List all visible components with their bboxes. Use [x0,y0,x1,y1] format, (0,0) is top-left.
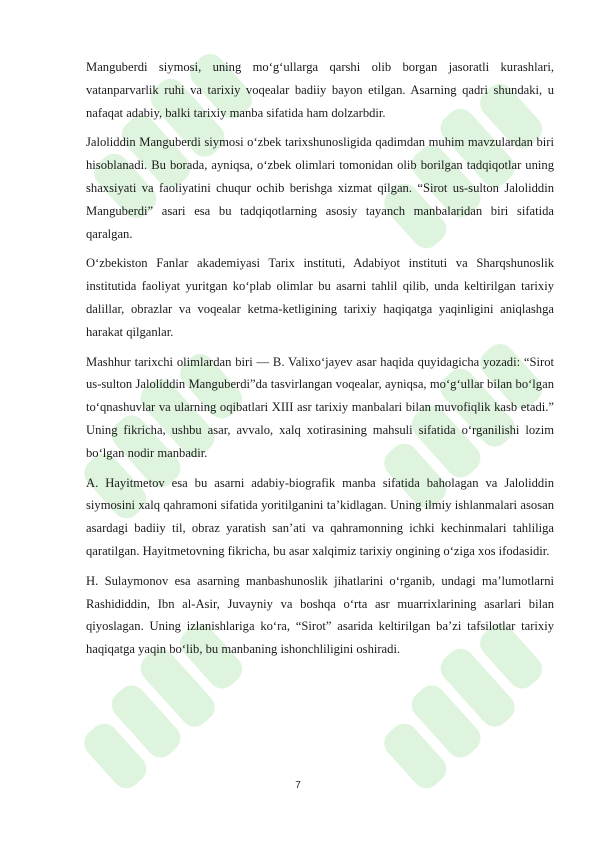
paragraph: O‘zbekiston Fanlar akademiyasi Tarix instituti, Adabiyot instituti va Sharqshunoslik institutida faoliyat yuritgan ko‘plab olimlar bu asarni tahlil qilib, unda keltirilgan tarixiy dalillar, obrazlar va voqealar ketma-ketligining tarixiy haqiqatga yaqinligini aniqlashga harakat qilganlar. [86,256,554,339]
document-body [86,56,554,668]
paragraph: Manguberdi siymosi, uning mo‘g‘ullarga qarshi olib borgan jasoratli kurashlari, vatanparvarlik ruhi va tarixiy voqealar badiiy bayon etilgan. Asarning qadri shundaki, u nafaqat adabiy, balki tarixiy manba sifatida ham dolzarbdir. [86,60,554,120]
paragraph: Jaloliddin Manguberdi siymosi o‘zbek tarixshunosligida qadimdan muhim mavzulardan biri hisoblanadi. Bu borada, ayniqsa, o‘zbek olimlari tomonidan olib borilgan tadqiqotlar uning shaxsiyati va faoliyatini chuqur ochib berishga xizmat qilgan. “Sirot us-sulton Jaloliddin Manguberdi” asari esa bu tadqiqotlarning asosiy tayanch manbalaridan biri sifatida qaralgan. [86,135,554,241]
paragraph: A. Hayitmetov esa bu asarni adabiy-biografik manba sifatida baholagan va Jaloliddin siymosini xalq qahramoni sifatida yoritilganini ta’kidlagan. Uning ilmiy ishlanmalari asosan asardagi badiiy til, obraz yaratish san’ati va qahramonning ichki kechinmalari tahliliga qaratilgan. Hayitmetovning fikricha, bu asar xalqimiz tarixiy ongining o‘ziga xos ifodasidir. [86,475,554,558]
page-number: 7 [295,780,301,791]
paragraph: H. Sulaymonov esa asarning manbashunoslik jihatlarini o‘rganib, undagi ma’lumotlarni Rashididdin, Ibn al-Asir, Juvayniy va boshqa o‘rta asr muarrixlarining asarlari bilan qiyoslagan. Uning izlanishlariga ko‘ra, “Sirot” asarida keltirilgan ba’zi tafsilotlar tarixiy haqiqatga yaqin bo‘lib, bu manbaning ishonchliligini oshiradi. [86,573,554,657]
paragraph: Mashhur tarixchi olimlardan biri — B. Valixo‘jayev asar haqida quyidagicha yozadi: “Sirot us-sulton Jaloliddin Manguberdi”da tasvirlangan voqealar, ayniqsa, mo‘g‘ullar bilan bo‘lgan to‘qnashuvlar va ularning oqibatlari XIII asr tarixiy manbalari bilan muvofiqlik kasb etadi.” Uning fikricha, ushbu asar, avvalo, xalq xotirasining mahsuli sifatida o‘rganilishi lozim bo‘lgan nodir manbadir. [86,354,554,460]
